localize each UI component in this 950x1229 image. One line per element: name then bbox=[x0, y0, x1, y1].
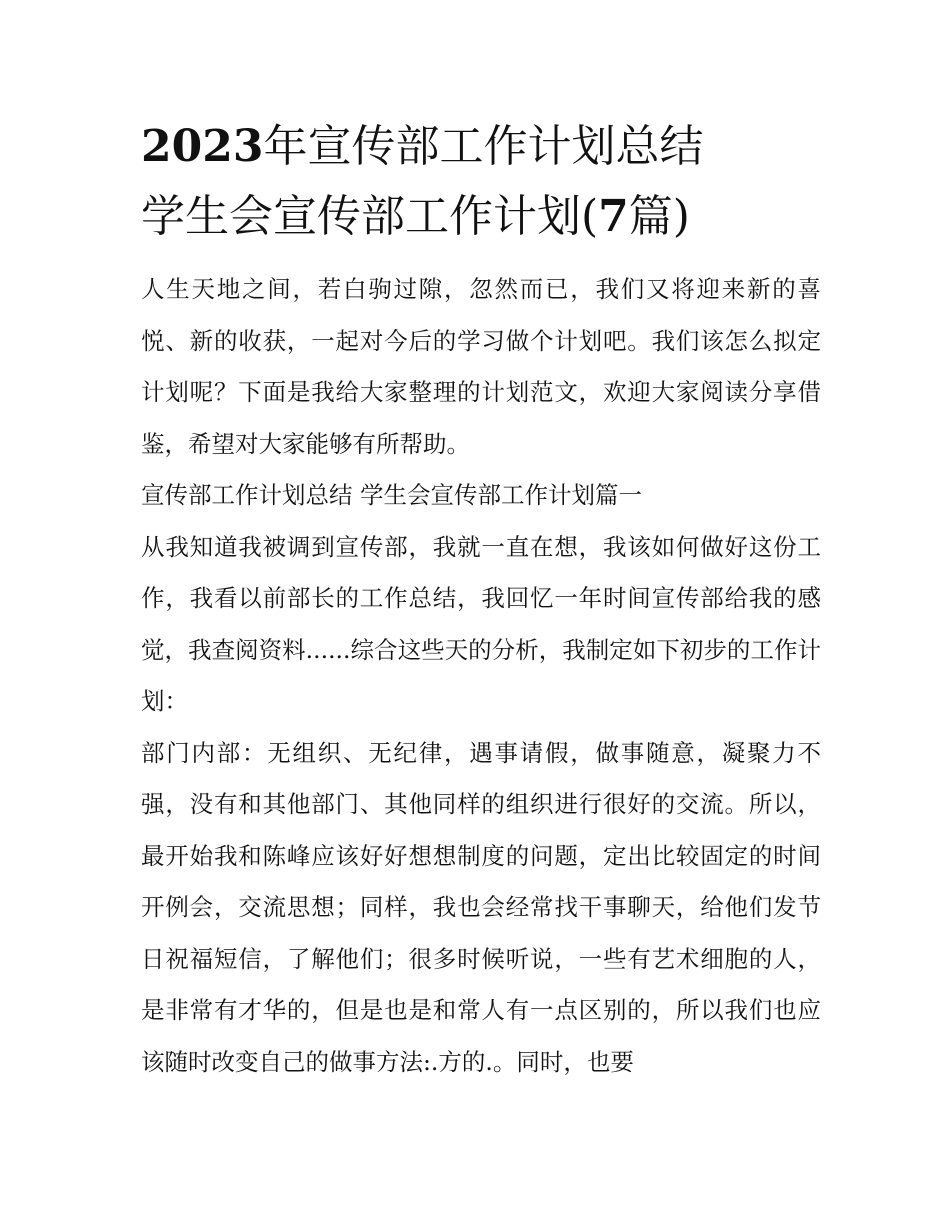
document-body bbox=[141, 264, 821, 1088]
title-line-2 bbox=[141, 182, 821, 252]
section-heading: 宣传部工作计划总结 学生会宣传部工作计划篇一 bbox=[141, 481, 642, 509]
document-title bbox=[141, 112, 821, 252]
title-year: 2023 bbox=[141, 121, 264, 172]
title-count: 7 bbox=[598, 191, 629, 242]
document-page bbox=[141, 112, 821, 1088]
title-line-1 bbox=[141, 112, 821, 182]
title-line-2-tail: 篇) bbox=[628, 191, 690, 242]
body-paragraph-2: 部门内部：无组织、无纪律，遇事请假，做事随意，凝聚力不强，没有和其他部门、其他同样的组织进行很好的交流。所以，最开始我和陈峰应该好好想想制度的问题，定出比较固定的时间开例会，交流思想；同样，我也会经常找干事聊天，给他们发节日祝福短信，了解他们；很多时候听说，一些有艺术细胞的人，是非常有才华的，但是也是和常人有一点区别的，所以我们也应该随时改变自己的做事方法:.方的.。同时，也要 bbox=[141, 738, 821, 1076]
title-line-2-text: 学生会宣传部工作计划( bbox=[141, 191, 599, 242]
intro-paragraph: 人生天地之间，若白驹过隙，忽然而已，我们又将迎来新的喜悦、新的收获，一起对今后的学习做个计划吧。我们该怎么拟定计划呢？下面是我给大家整理的计划范文，欢迎大家阅读分享借鉴，希望对大家能够有所帮助。 bbox=[141, 275, 821, 458]
title-line-1-text: 年宣传部工作计划总结 bbox=[263, 121, 704, 172]
body-paragraph-1: 从我知道我被调到宣传部，我就一直在想，我该如何做好这份工作，我看以前部长的工作总结，我回忆一年时间宣传部给我的感觉，我查阅资料......综合这些天的分析，我制定如下初步的工作计划： bbox=[141, 532, 821, 715]
